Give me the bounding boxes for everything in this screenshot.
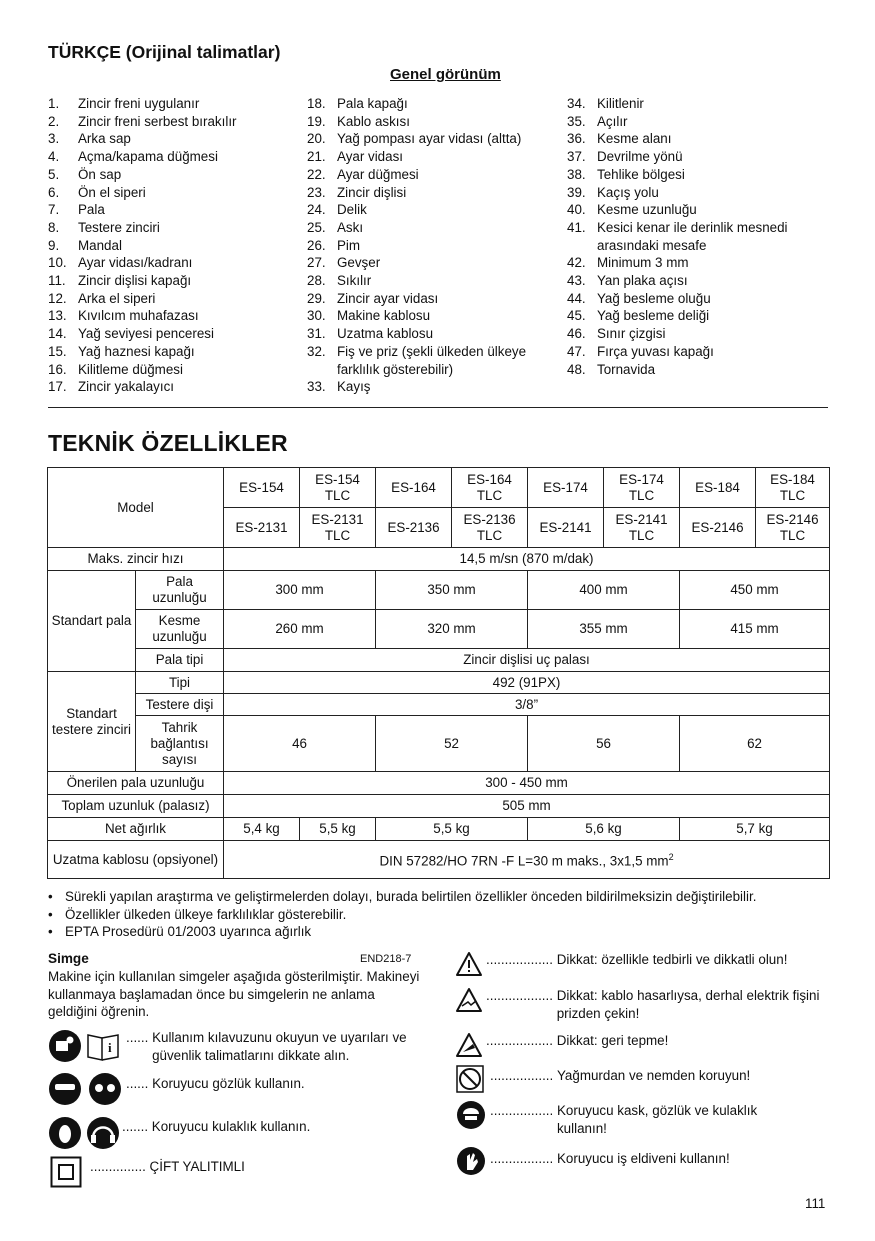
- cell-value: 5,4 kg: [224, 818, 300, 841]
- section-subtitle: Genel görünüm: [390, 66, 501, 83]
- table-row: [48, 468, 830, 508]
- list-item: 42. Minimum 3 mm: [567, 255, 689, 271]
- list-item: 2. Zincir freni serbest bırakılır: [48, 113, 237, 129]
- list-item: 46. Sınır çizgisi: [567, 326, 666, 342]
- row-label: Net ağırlık: [48, 818, 224, 841]
- row-label: Pala tipi: [136, 649, 224, 672]
- cell-value: 5,5 kg: [300, 818, 376, 841]
- list-item: 21. Ayar vidası: [307, 149, 403, 165]
- model-cell: ES-154: [224, 468, 300, 508]
- read-manual-icon: [48, 1029, 122, 1066]
- list-item: • EPTA Prosedürü 01/2003 uyarınca ağırlık: [48, 924, 312, 940]
- table-row: [48, 772, 830, 795]
- specs-title: TEKNİK ÖZELLİKLER: [48, 430, 288, 456]
- list-item: 17. Zincir yakalayıcı: [48, 379, 174, 395]
- symbol-kickback: .................. Dikkat: geri tepme!: [486, 1033, 669, 1048]
- row-label: Kesme uzunluğu: [136, 610, 224, 649]
- cell-value: 320 mm: [376, 610, 528, 649]
- list-item: 16. Kilitleme düğmesi: [48, 361, 183, 377]
- table-row: [48, 649, 830, 672]
- ear-protection-icon: [48, 1116, 122, 1153]
- cell-value: 350 mm: [376, 571, 528, 610]
- cell-value: 400 mm: [528, 571, 680, 610]
- list-item: • Özellikler ülkeden ülkeye farklılıklar gösterebilir.: [48, 906, 347, 922]
- list-item: 23. Zincir dişlisi: [307, 184, 407, 200]
- table-row: [48, 818, 830, 841]
- list-item: 39. Kaçış yolu: [567, 184, 659, 200]
- model-cell: ES-2141: [528, 508, 604, 548]
- list-item: 41. Kesici kenar ile derinlik mesnedi arasındaki mesafe: [567, 219, 788, 253]
- symbol-ear-protection: ....... Koruyucu kulaklık kullanın.: [122, 1119, 311, 1134]
- list-item: 30. Makine kablosu: [307, 308, 431, 324]
- cell-value: 5,5 kg: [376, 818, 528, 841]
- cell-value: 5,7 kg: [680, 818, 830, 841]
- model-cell: ES-164 TLC: [452, 468, 528, 508]
- list-item: 19. Kablo askısı: [307, 113, 410, 129]
- symbol-double-insulation: ............... ÇİFT YALITIMLI: [90, 1159, 245, 1174]
- symbols-title: Simge: [48, 951, 89, 966]
- cable-damage-icon: [455, 987, 483, 1016]
- list-item: 27. Gevşer: [307, 255, 381, 271]
- list-item: 14. Yağ seviyesi penceresi: [48, 326, 214, 342]
- cell-value: 450 mm: [680, 571, 830, 610]
- list-item: 26. Pim: [307, 237, 361, 253]
- row-label: Tipi: [136, 672, 224, 694]
- page-number: 111: [805, 1196, 826, 1211]
- list-item: 31. Uzatma kablosu: [307, 326, 434, 342]
- gloves-icon: [456, 1146, 486, 1179]
- cell-value: Zincir dişlisi uç palası: [224, 649, 830, 672]
- cell-value: 14,5 m/sn (870 m/dak): [224, 548, 830, 571]
- list-item: 40. Kesme uzunluğu: [567, 202, 697, 218]
- symbol-no-rain: ................. Yağmurdan ve nemden koruyun!: [490, 1068, 751, 1083]
- model-cell: ES-2136: [376, 508, 452, 548]
- model-cell: ES-184: [680, 468, 756, 508]
- no-rain-icon: [456, 1065, 484, 1096]
- model-cell: ES-2136 TLC: [452, 508, 528, 548]
- cell-value: 56: [528, 716, 680, 772]
- list-item: 13. Kıvılcım muhafazası: [48, 308, 199, 324]
- symbol-gloves: ................. Koruyucu iş eldiveni kullanın!: [490, 1151, 730, 1166]
- list-item: 8. Testere zinciri: [48, 219, 160, 235]
- divider: [48, 407, 828, 408]
- svg-text:i: i: [108, 1040, 112, 1055]
- list-item: 11. Zincir dişlisi kapağı: [48, 273, 192, 289]
- list-item: 37. Devrilme yönü: [567, 149, 683, 165]
- list-item: 35. Açılır: [567, 113, 628, 129]
- row-label: Testere dişi: [136, 694, 224, 716]
- kickback-icon: [455, 1032, 483, 1061]
- cell-value: 5,6 kg: [528, 818, 680, 841]
- symbol-goggles: ...... Koruyucu gözlük kullanın.: [126, 1076, 305, 1091]
- double-insulation-icon: [50, 1156, 82, 1191]
- model-label: Model: [48, 468, 224, 548]
- list-item: 44. Yağ besleme oluğu: [567, 290, 711, 306]
- symbol-warning: .................. Dikkat: özellikle tedbirli ve dikkatli olun!: [486, 952, 788, 967]
- model-cell: ES-2146: [680, 508, 756, 548]
- list-item: 34. Kilitlenir: [567, 96, 644, 111]
- table-row: [48, 610, 830, 649]
- cell-value: 300 mm: [224, 571, 376, 610]
- cell-value: 260 mm: [224, 610, 376, 649]
- cell-value: 62: [680, 716, 830, 772]
- group-label: Standart testere zinciri: [48, 672, 136, 772]
- model-cell: ES-2146 TLC: [756, 508, 830, 548]
- row-label: Önerilen pala uzunluğu: [48, 772, 224, 795]
- model-cell: ES-2131 TLC: [300, 508, 376, 548]
- model-cell: ES-174 TLC: [604, 468, 680, 508]
- symbol-cable-damage: .................. Dikkat: kablo hasarlıysa, derhal elektrik fişini prizden çekin!: [486, 988, 820, 1021]
- cell-value: 492 (91PX): [224, 672, 830, 694]
- row-label: Maks. zincir hızı: [48, 548, 224, 571]
- safety-goggles-icon: [48, 1072, 122, 1109]
- symbols-code: END218-7: [360, 953, 412, 965]
- list-item: 32. Fiş ve priz (şekli ülkeden ülkeye farklılık gösterebilir): [307, 343, 527, 377]
- list-item: 7. Pala: [48, 202, 105, 218]
- list-item: 48. Tornavida: [567, 361, 656, 377]
- cell-value: 300 - 450 mm: [224, 772, 830, 795]
- list-item: 43. Yan plaka açısı: [567, 273, 688, 289]
- list-item: 3. Arka sap: [48, 131, 131, 147]
- cell-value: 3/8”: [224, 694, 830, 716]
- model-cell: ES-2131: [224, 508, 300, 548]
- list-item: 18. Pala kapağı: [307, 96, 408, 111]
- list-item: 28. Sıkılır: [307, 273, 372, 289]
- cell-value: 46: [224, 716, 376, 772]
- cell-value: 52: [376, 716, 528, 772]
- cell-value: DIN 57282/HO 7RN -F L=30 m maks., 3x1,5 $mm^2$: [224, 841, 830, 879]
- model-cell: ES-174: [528, 468, 604, 508]
- table-row: [48, 571, 830, 610]
- model-cell: ES-2141 TLC: [604, 508, 680, 548]
- list-item: 20. Yağ pompası ayar vidası (altta): [307, 131, 522, 147]
- list-item: 9. Mandal: [48, 237, 122, 253]
- cell-value: 355 mm: [528, 610, 680, 649]
- list-item: 33. Kayış: [307, 379, 371, 395]
- list-item: 29. Zincir ayar vidası: [307, 290, 439, 306]
- row-label: Toplam uzunluk (palasız): [48, 795, 224, 818]
- page-title: TÜRKÇE (Orijinal talimatlar): [48, 42, 281, 62]
- table-row: [48, 694, 830, 716]
- list-item: 12. Arka el siperi: [48, 290, 156, 306]
- list-item: 36. Kesme alanı: [567, 131, 672, 147]
- table-row: [48, 795, 830, 818]
- list-item: • Sürekli yapılan araştırma ve geliştirmelerden dolayı, burada belirtilen özellikler önceden bildirilmeksizin değiştirilebilir.: [48, 889, 757, 904]
- list-item: 38. Tehlike bölgesi: [567, 166, 685, 182]
- list-item: 15. Yağ haznesi kapağı: [48, 343, 195, 359]
- list-item: 1. Zincir freni uygulanır: [48, 96, 200, 111]
- list-item: 4. Açma/kapama düğmesi: [48, 149, 218, 165]
- symbol-helmet: ................. Koruyucu kask, gözlük ve kulaklık kullanın!: [490, 1103, 758, 1136]
- parts-list-col2: [307, 95, 562, 396]
- notes-list: [48, 888, 756, 941]
- warning-icon: [455, 951, 483, 980]
- list-item: 25. Askı: [307, 219, 364, 235]
- model-cell: ES-184 TLC: [756, 468, 830, 508]
- group-label: Standart pala: [48, 571, 136, 672]
- model-cell: ES-154 TLC: [300, 468, 376, 508]
- model-cell: ES-164: [376, 468, 452, 508]
- specs-table: [47, 467, 830, 879]
- row-label: Tahrik bağlantısı sayısı: [136, 716, 224, 772]
- table-row: [48, 841, 830, 879]
- table-row: [48, 548, 830, 571]
- parts-list-col1: [48, 95, 298, 396]
- parts-list-col3: [567, 95, 829, 378]
- list-item: 45. Yağ besleme deliği: [567, 308, 710, 324]
- row-label: Pala uzunluğu: [136, 571, 224, 610]
- list-item: 24. Delik: [307, 202, 367, 218]
- table-row: [48, 716, 830, 772]
- row-label: Uzatma kablosu (opsiyonel): [48, 841, 224, 879]
- list-item: 10. Ayar vidası/kadranı: [48, 255, 193, 271]
- list-item: 6. Ön el siperi: [48, 184, 146, 200]
- list-item: 5. Ön sap: [48, 166, 122, 182]
- table-row: [48, 672, 830, 694]
- list-item: 47. Fırça yuvası kapağı: [567, 343, 714, 359]
- helmet-icon: [456, 1100, 486, 1133]
- symbol-read-manual: ...... Kullanım kılavuzunu okuyun ve uyarıları ve güvenlik talimatlarını dikkate alın.: [126, 1030, 407, 1063]
- symbols-intro: Makine için kullanılan simgeler aşağıda gösterilmiştir. Makineyi kullanmaya başlamadan önce bu simgelerin ne anlama geldiğini öğrenin.: [48, 969, 420, 1020]
- cell-value: 415 mm: [680, 610, 830, 649]
- cell-value: 505 mm: [224, 795, 830, 818]
- list-item: 22. Ayar düğmesi: [307, 166, 419, 182]
